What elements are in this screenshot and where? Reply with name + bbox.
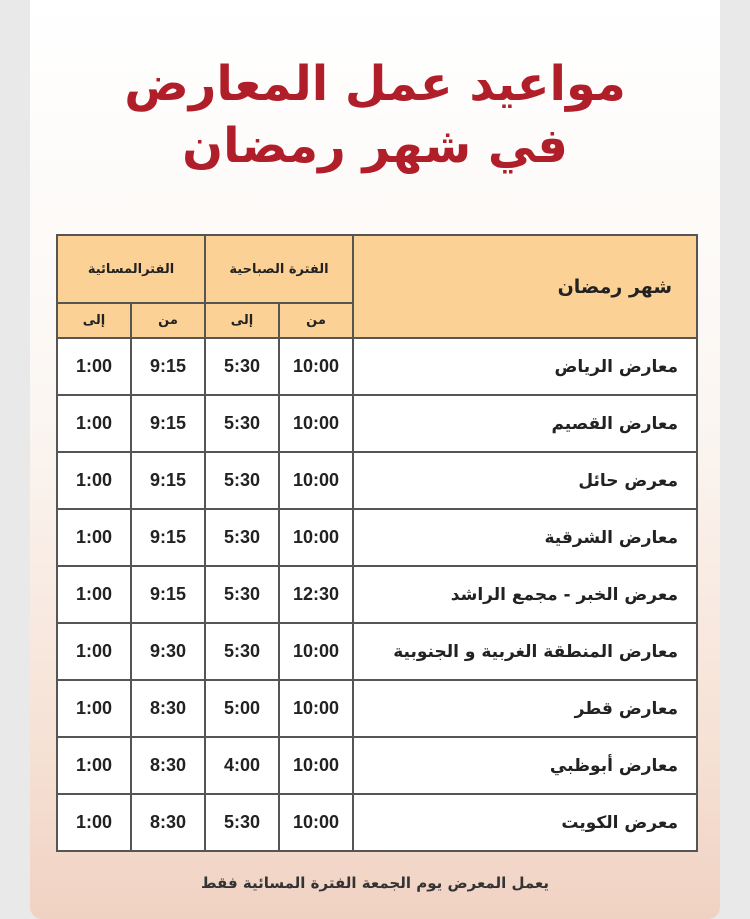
- schedule-rows: [57, 338, 697, 851]
- evening-from-time: 9:15: [131, 509, 205, 566]
- morning-from-time: 10:00: [279, 623, 353, 680]
- schedule-card: [30, 0, 720, 919]
- table-row: [57, 395, 697, 452]
- evening-from-header: من: [131, 303, 205, 338]
- morning-to-time: 5:30: [205, 794, 279, 851]
- morning-from-time: 10:00: [279, 794, 353, 851]
- exhibition-name: معرض الخبر - مجمع الراشد: [353, 566, 697, 623]
- footer-note: يعمل المعرض يوم الجمعة الفترة المسائية فقط: [200, 874, 550, 892]
- table-row: [57, 680, 697, 737]
- evening-from-time: 8:30: [131, 737, 205, 794]
- exhibition-name: معارض قطر: [353, 680, 697, 737]
- exhibition-name: معرض حائل: [353, 452, 697, 509]
- table-row: [57, 623, 697, 680]
- morning-to-time: 5:30: [205, 623, 279, 680]
- evening-to-header: إلى: [57, 303, 131, 338]
- morning-from-time: 10:00: [279, 395, 353, 452]
- evening-to-time: 1:00: [57, 737, 131, 794]
- morning-to-time: 5:30: [205, 395, 279, 452]
- morning-to-header: إلى: [205, 303, 279, 338]
- morning-from-time: 10:00: [279, 737, 353, 794]
- evening-to-time: 1:00: [57, 623, 131, 680]
- page-title-line1: مواعيد عمل المعارض: [124, 56, 626, 112]
- evening-from-time: 9:15: [131, 452, 205, 509]
- exhibition-name: معارض القصيم: [353, 395, 697, 452]
- morning-to-time: 5:30: [205, 452, 279, 509]
- table-row: [57, 338, 697, 395]
- morning-from-time: 10:00: [279, 680, 353, 737]
- morning-from-time: 12:30: [279, 566, 353, 623]
- morning-to-time: 5:00: [205, 680, 279, 737]
- evening-to-time: 1:00: [57, 566, 131, 623]
- evening-from-time: 9:15: [131, 338, 205, 395]
- morning-from-time: 10:00: [279, 338, 353, 395]
- evening-from-time: 9:15: [131, 395, 205, 452]
- table-row: [57, 794, 697, 851]
- evening-from-time: 9:30: [131, 623, 205, 680]
- evening-to-time: 1:00: [57, 794, 131, 851]
- evening-to-time: 1:00: [57, 680, 131, 737]
- schedule-table: [56, 234, 698, 852]
- evening-from-time: 8:30: [131, 680, 205, 737]
- exhibition-name: معارض الشرقية: [353, 509, 697, 566]
- morning-to-time: 5:30: [205, 509, 279, 566]
- exhibition-name: معرض الكويت: [353, 794, 697, 851]
- table-row: [57, 737, 697, 794]
- morning-header: الفترة الصباحية: [205, 235, 353, 303]
- morning-from-time: 10:00: [279, 452, 353, 509]
- morning-to-time: 4:00: [205, 737, 279, 794]
- exhibition-name: معارض الرياض: [353, 338, 697, 395]
- evening-to-time: 1:00: [57, 395, 131, 452]
- morning-to-time: 5:30: [205, 338, 279, 395]
- evening-header: الفترالمسائية: [57, 235, 205, 303]
- morning-from-time: 10:00: [279, 509, 353, 566]
- table-row: [57, 566, 697, 623]
- morning-to-time: 5:30: [205, 566, 279, 623]
- morning-from-header: من: [279, 303, 353, 338]
- evening-to-time: 1:00: [57, 452, 131, 509]
- exhibition-name: معارض أبوظبي: [353, 737, 697, 794]
- page-title-line2: في شهر رمضان: [182, 118, 568, 174]
- evening-to-time: 1:00: [57, 338, 131, 395]
- evening-from-time: 8:30: [131, 794, 205, 851]
- table-row: [57, 509, 697, 566]
- evening-from-time: 9:15: [131, 566, 205, 623]
- month-header: شهر رمضان: [353, 235, 697, 338]
- table-row: [57, 452, 697, 509]
- exhibition-name: معارض المنطقة الغربية و الجنوبية: [353, 623, 697, 680]
- evening-to-time: 1:00: [57, 509, 131, 566]
